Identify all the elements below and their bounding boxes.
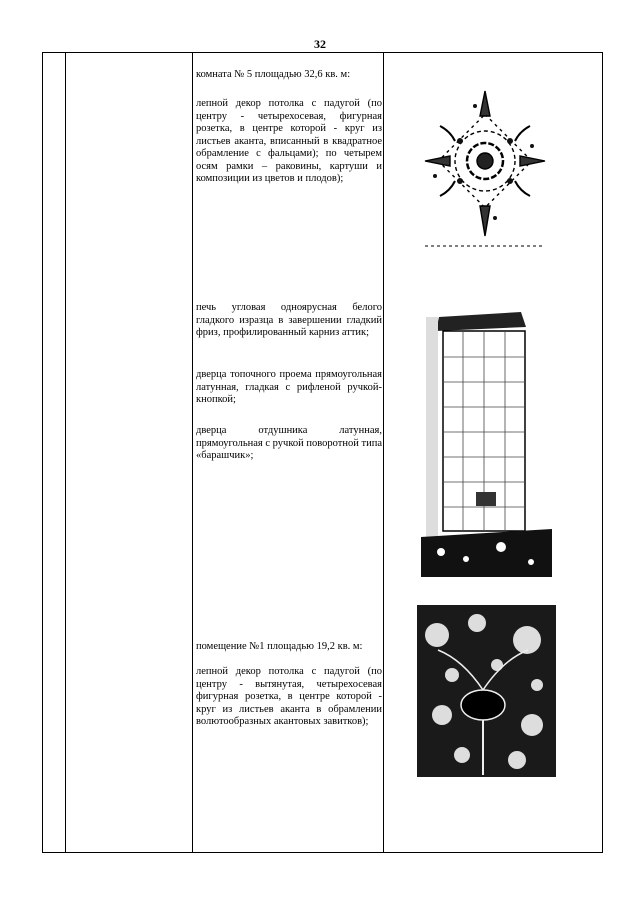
room5-vent-door: дверца отдушника латунная, прямоугольная с ручкой поворотной типа «барашчик»;	[196, 425, 382, 461]
room5-firebox-door: дверца топочного проема прямоугольная латунная, гладкая с рифленой ручкой-кнопкой;	[196, 369, 382, 405]
tiled-stove-photo	[421, 297, 552, 577]
room5-title: комната № 5 площадью 32,6 кв. м:	[196, 69, 351, 80]
room1-ceiling-decor: лепной декор потолка с падугой (по центру - вытянутая, четырехосевая фигурная розетка, в центре которой - круг из листьев аканта в обрамлении волютообразных акантовых завитков);	[196, 666, 382, 727]
room5-stove: печь угловая одноярусная белого гладкого изразца в завершении гладкий фриз, профилированный карниз аттик;	[196, 302, 382, 338]
room5-ceiling-decor: лепной декор потолка с падугой (по центру - четырехосевая, фигурная розетка, в центре которой - круг из листьев аканта, вписанный в квадратное обрамление с фальцами); по четырем осям рамки – раковины, картуши и композиции из цветов и плодов);	[196, 98, 382, 184]
ceiling-decor-photo	[417, 605, 556, 777]
room1-title: помещение №1 площадью 19,2 кв. м:	[196, 641, 363, 652]
column-divider-2	[192, 53, 193, 852]
column-divider-1	[65, 53, 66, 852]
ceiling-rosette-photo	[420, 86, 550, 251]
column-divider-3	[383, 53, 384, 852]
page-number: 32	[314, 37, 326, 51]
